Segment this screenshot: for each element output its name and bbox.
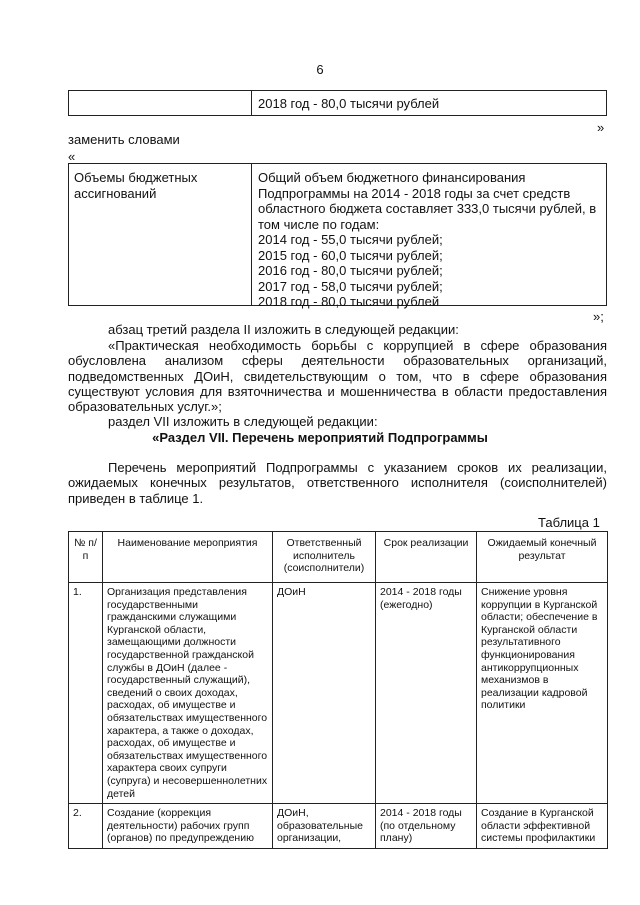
budget-details [258, 170, 602, 310]
measures-table [68, 531, 608, 849]
section-title: «Раздел VII. Перечень мероприятий Подпрограммы [152, 430, 488, 445]
cell-term: 2014 - 2018 годы (ежегодно) [376, 583, 477, 804]
budget-line: 2014 год - 55,0 тысячи рублей; [258, 232, 443, 247]
paragraph-amendment-1: абзац третий раздела II изложить в следующей редакции: [108, 322, 459, 337]
cell-number: 2. [69, 804, 103, 849]
column-divider [251, 164, 252, 305]
previous-table-fragment [68, 90, 607, 116]
opening-quote: « [68, 149, 76, 164]
cell-result: Создание в Курганской области эффективной системы профилактики [477, 804, 608, 849]
table-row [69, 583, 608, 804]
table-row [69, 804, 608, 849]
budget-line: 2017 год - 58,0 тысячи рублей; [258, 278, 443, 294]
budget-line: 2016 год - 80,0 тысячи рублей; [258, 263, 443, 278]
budget-line: Общий объем бюджетного финансирования [258, 170, 526, 185]
budget-label: Объемы бюджетных ассигнований [74, 170, 198, 201]
budget-line: Подпрограммы на 2014 - 2018 годы за счет средств [258, 185, 571, 201]
table-header-row [69, 532, 608, 583]
cell-term: 2014 - 2018 годы (по отдельному плану) [376, 804, 477, 849]
fragment-text: 2018 год - 80,0 тысячи рублей [258, 96, 440, 111]
paragraph-amendment-2: раздел VII изложить в следующей редакции: [108, 414, 378, 429]
cell-responsible: ДОиН [273, 583, 376, 804]
column-divider [251, 91, 252, 115]
page-number: 6 [316, 62, 324, 77]
cell-measure-name: Создание (коррекция деятельности) рабочих групп (органов) по предупреждению [103, 804, 273, 849]
closing-quote: »; [593, 309, 604, 324]
budget-line: 2015 год - 60,0 тысячи рублей; [258, 247, 443, 263]
budget-line: том числе по годам: [258, 216, 380, 232]
cell-result: Снижение уровня коррупции в Курганской области; обеспечение в Курганской области результативного функционирования антикоррупционных механизмов в реализации кадровой политики [477, 583, 608, 804]
intro-paragraph: Перечень мероприятий Подпрограммы с указанием сроков их реализации, ожидаемых конечных результатов, ответственного исполнителя (соисполнителей) приведен в таблице 1. [68, 460, 607, 506]
budget-line: областного бюджета составляет 333,0 тысячи рублей, в [258, 201, 597, 216]
cell-measure-name: Организация представления государственными гражданскими служащими Курганской области, замещающими должности государственной гражданской службы в ДОиН (далее - государственный служащий), сведений о своих доходах, расходах, об имуществе и обязательствах имущественного характера, а также о доходах, расходах, об имуществе и обязательствах имущественного характера своих супруги (супруга) и несовершеннолетних детей [103, 583, 273, 804]
cell-responsible: ДОиН, образовательные организации, [273, 804, 376, 849]
budget-line: 2018 год - 80,0 тысячи рублей [258, 294, 440, 309]
cell-number: 1. [69, 583, 103, 804]
table-caption: Таблица 1 [538, 515, 600, 530]
replace-instruction: заменить словами [68, 132, 180, 147]
header-number: № п/п [69, 532, 103, 583]
header-term: Срок реализации [376, 532, 477, 583]
paragraph-quote: «Практическая необходимость борьбы с коррупцией в сфере образования обусловлена анализом сферы деятельности образовательных организаций, подведомственных ДОиН, свидетельствующим о том, что в сфере образования существуют условия для взяточничества и мошенничества в области предоставления образовательных услуг.»; [68, 338, 607, 415]
budget-table [68, 163, 607, 309]
header-result: Ожидаемый конечный результат [477, 532, 608, 583]
header-responsible: Ответственный исполнитель (соисполнители) [273, 532, 376, 583]
header-measure-name: Наименование мероприятия [103, 532, 273, 583]
closing-quote: » [597, 120, 605, 135]
